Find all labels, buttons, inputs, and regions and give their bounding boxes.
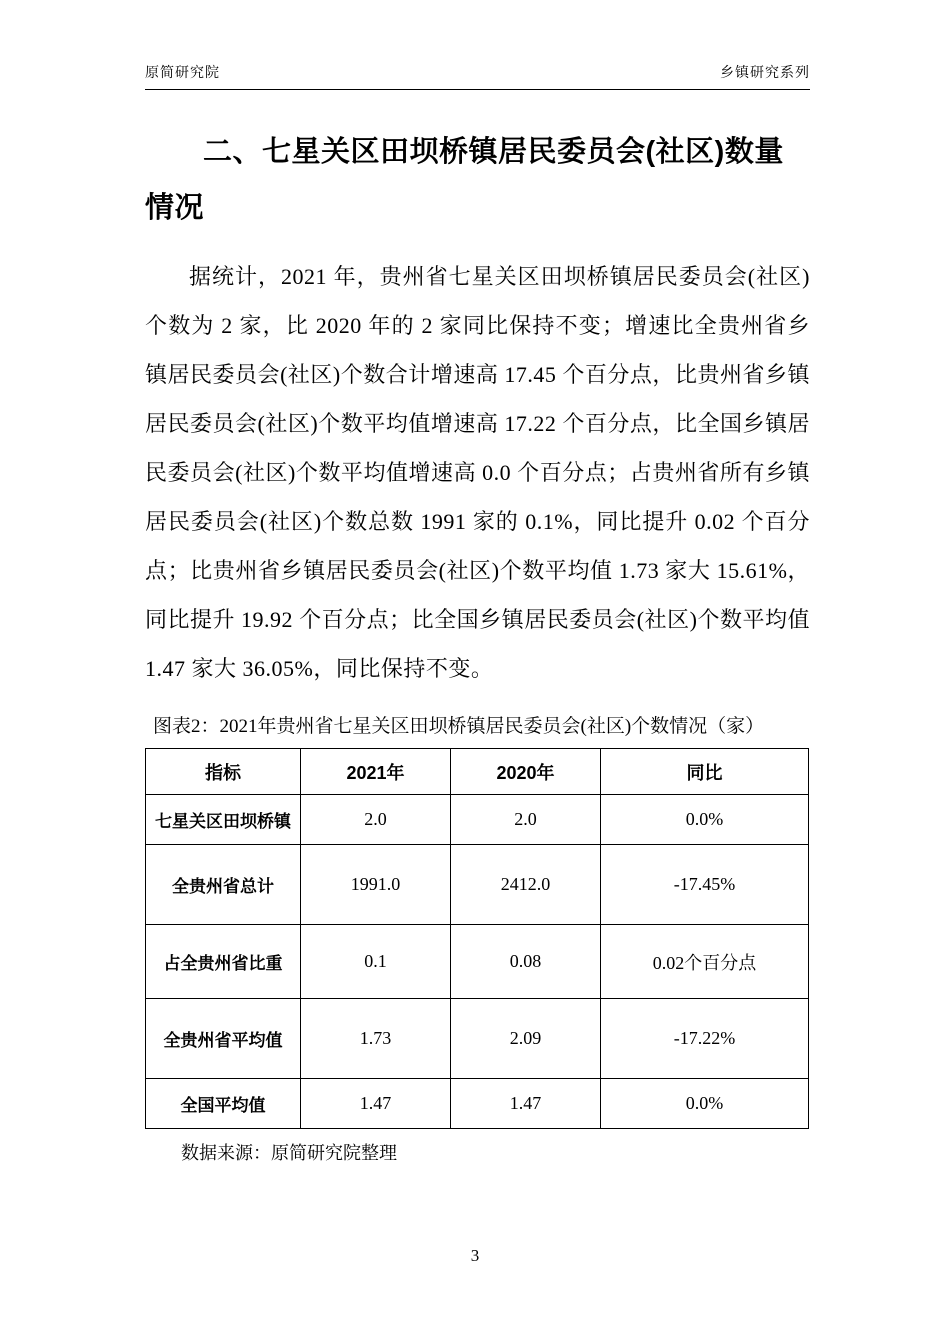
row-label: 全贵州省总计: [146, 845, 301, 925]
table-cell: 0.0%: [601, 1079, 809, 1129]
row-label: 全贵州省平均值: [146, 999, 301, 1079]
table-cell: 1.47: [301, 1079, 451, 1129]
table-row: [146, 1079, 809, 1129]
header-right-text: 乡镇研究系列: [720, 64, 810, 80]
page-number: 3: [470, 1246, 480, 1265]
header-left-text: 原简研究院: [145, 64, 220, 80]
table-cell: 2.0: [301, 795, 451, 845]
table-cell: 0.08: [451, 925, 601, 999]
table-row: [146, 795, 809, 845]
row-label: 全国平均值: [146, 1079, 301, 1129]
table-row: [146, 845, 809, 925]
page-header: [145, 62, 810, 89]
table-row: [146, 999, 809, 1079]
row-label: 占全贵州省比重: [146, 925, 301, 999]
column-header-2021: 2021年: [301, 749, 451, 795]
section-title: 二、七星关区田坝桥镇居民委员会(社区)数量情况: [145, 136, 784, 224]
column-header-2020: 2020年: [451, 749, 601, 795]
table-cell: -17.45%: [601, 845, 809, 925]
table-row: [146, 925, 809, 999]
table-cell: 0.1: [301, 925, 451, 999]
table-cell: 1991.0: [301, 845, 451, 925]
table-cell: 2.0: [451, 795, 601, 845]
header-divider: [145, 89, 810, 90]
table-cell: -17.22%: [601, 999, 809, 1079]
table-cell: 1.47: [451, 1079, 601, 1129]
data-source: 数据来源：原简研究院整理: [181, 1143, 397, 1163]
table-header-row: [146, 749, 809, 795]
table-cell: 0.02个百分点: [601, 925, 809, 999]
body-paragraph: 据统计，2021 年，贵州省七星关区田坝桥镇居民委员会(社区)个数为 2 家，比 2020 年的 2 家同比保持不变；增速比全贵州省乡镇居民委员会(社区)个数合计增速高 17.45 个百分点，比贵州省乡镇居民委员会(社区)个数平均值增速高 17.22 个百分点，比全国乡镇居民委员会(社区)个数平均值增速高 0.0 个百分点；占贵州省所有乡镇居民委员会(社区)个数总数 1991 家的 0.1%，同比提升 0.02 个百分点；比贵州省乡镇居民委员会(社区)个数平均值 1.73 家大 15.61%，同比提升 19.92 个百分点；比全国乡镇居民委员会(社区)个数平均值 1.47 家大 36.05%，同比保持不变。: [145, 264, 810, 681]
table-cell: 2412.0: [451, 845, 601, 925]
table-cell: 0.0%: [601, 795, 809, 845]
column-header-indicator: 指标: [146, 749, 301, 795]
column-header-yoy: 同比: [601, 749, 809, 795]
table-cell: 1.73: [301, 999, 451, 1079]
table-caption: 图表2：2021年贵州省七星关区田坝桥镇居民委员会(社区)个数情况（家）: [153, 716, 765, 737]
table-cell: 2.09: [451, 999, 601, 1079]
statistics-table: [145, 748, 809, 1129]
row-label: 七星关区田坝桥镇: [146, 795, 301, 845]
